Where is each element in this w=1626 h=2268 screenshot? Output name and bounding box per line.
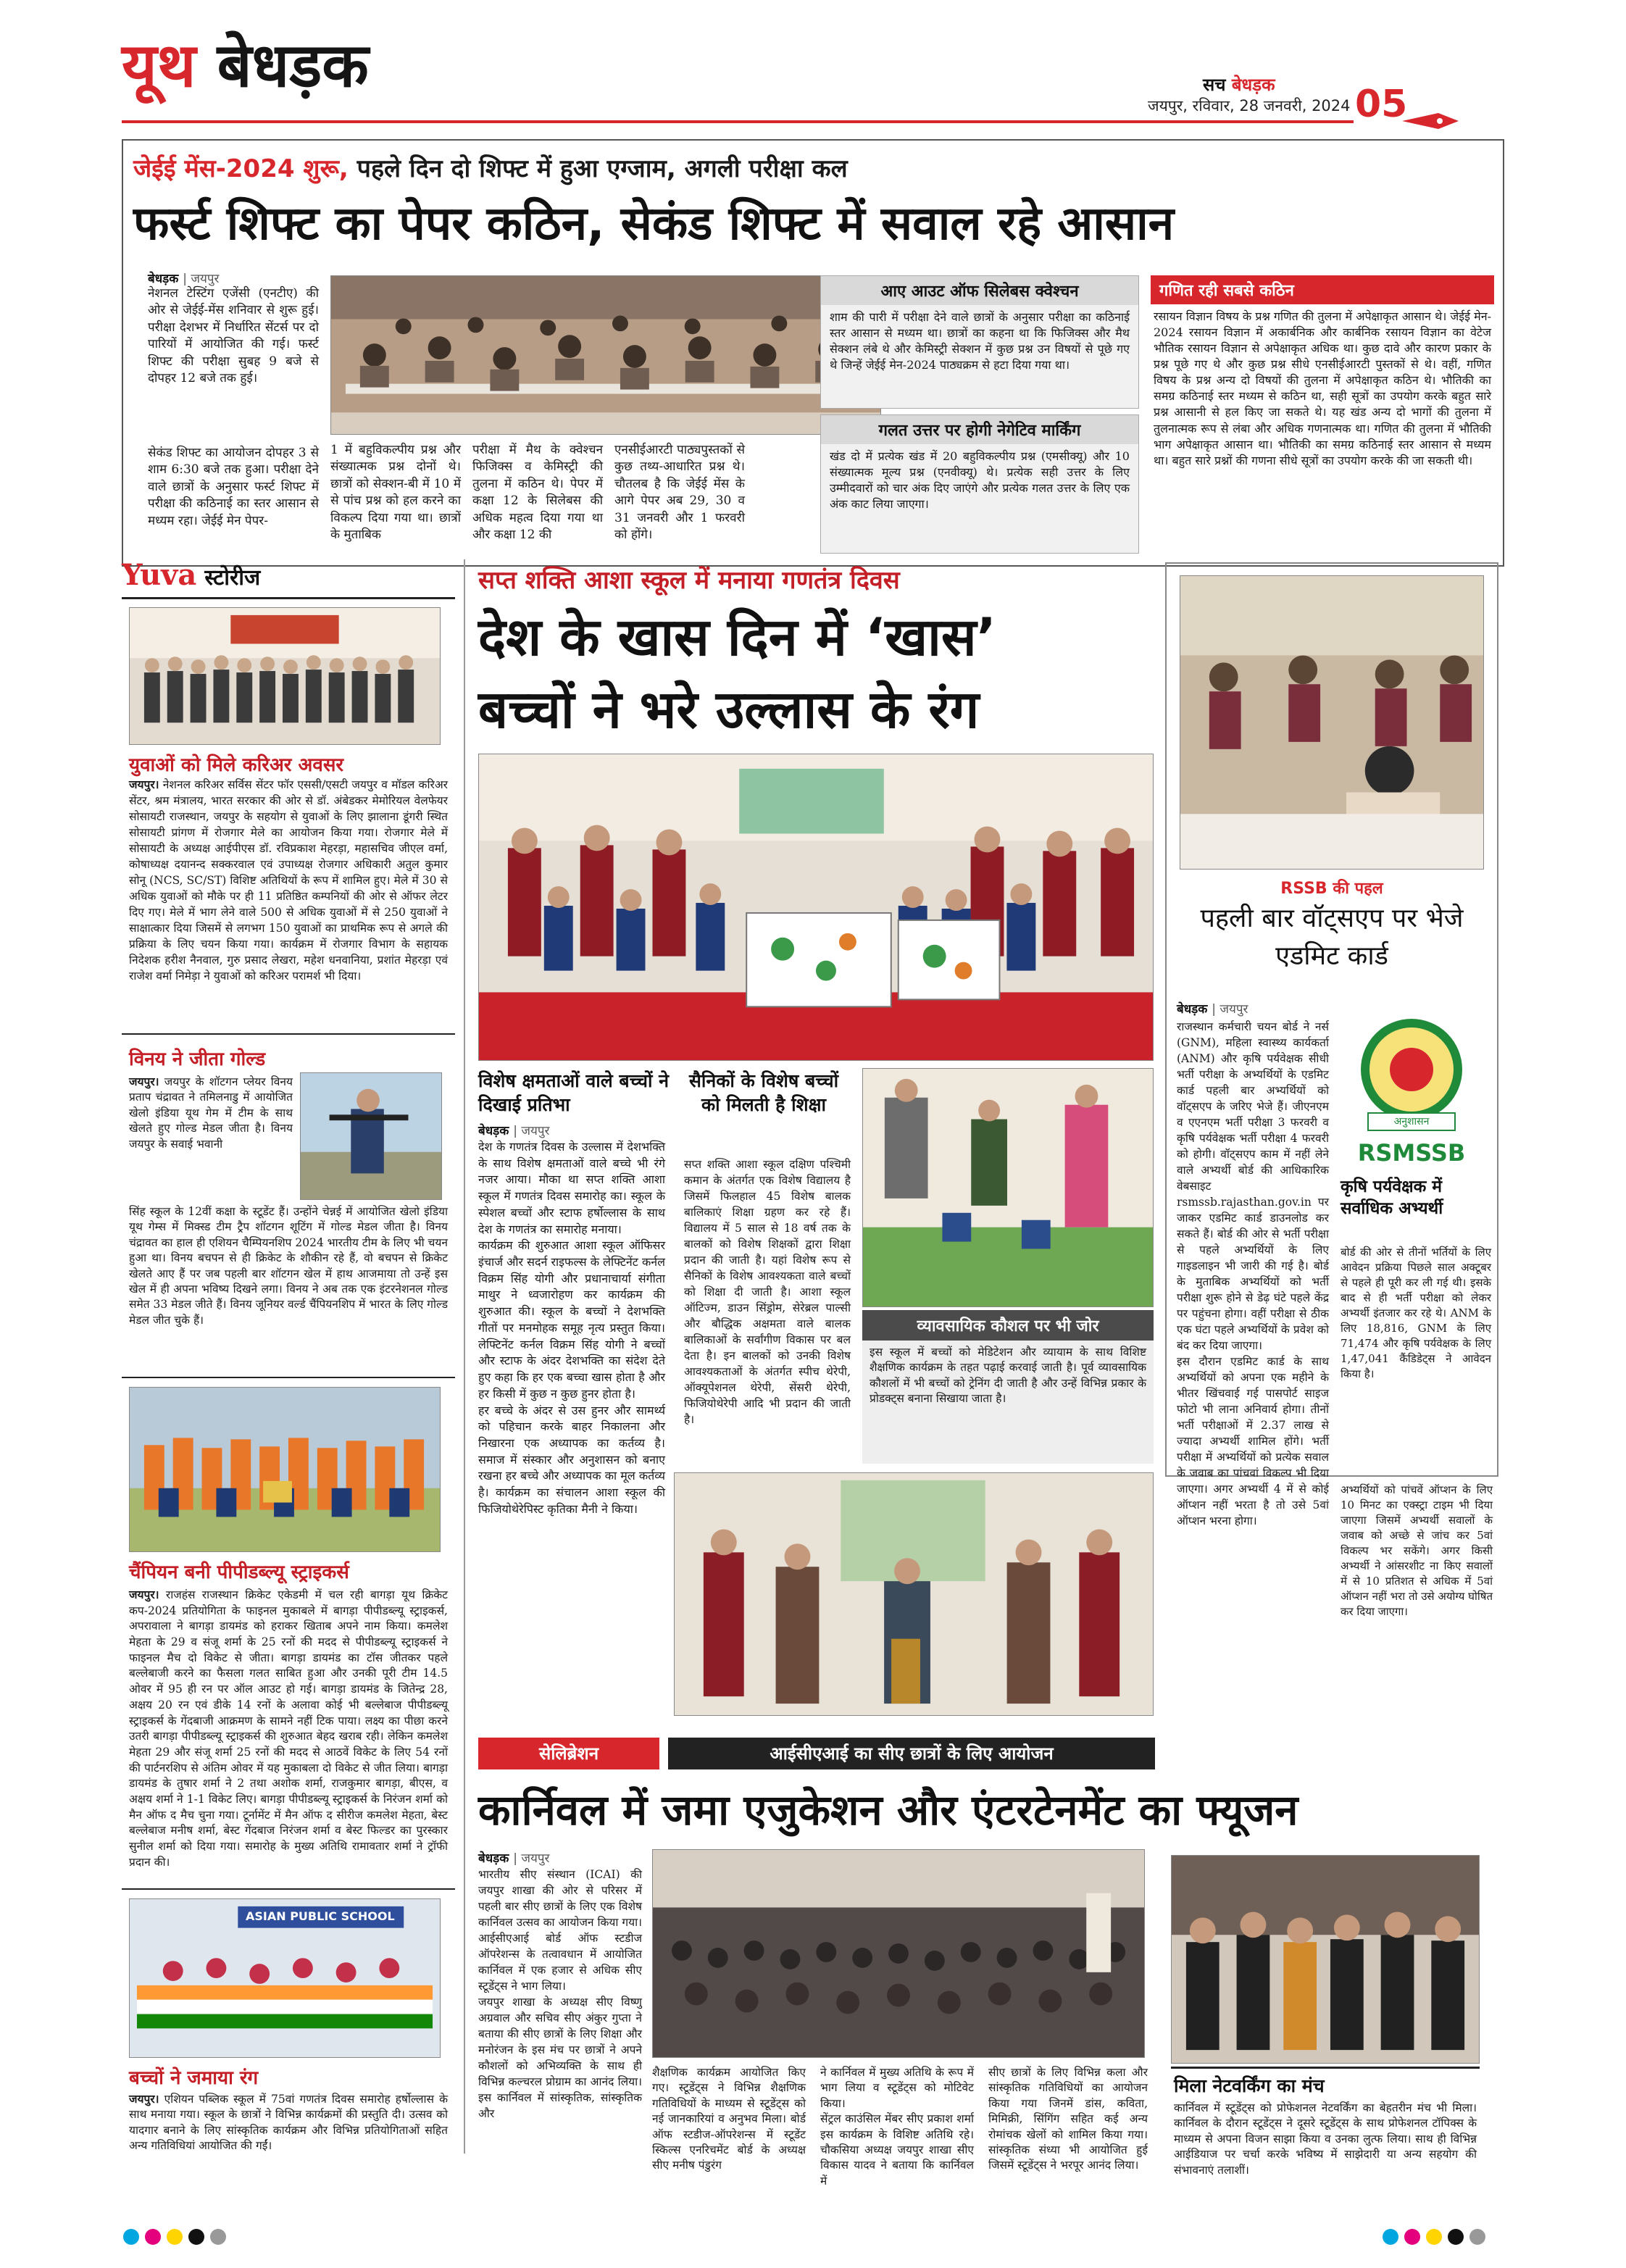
- brand-part-1: यूथ: [122, 30, 196, 101]
- box-text: खंड दो में प्रत्येक खंड में 20 बहुविकल्पीय प्रश्न (एमसीक्यू) और 10 संख्यात्मक मूल्य प्रश्न (एनवीक्यू) थे। प्रत्येक सही उत्तर के लिए उम्मीदवारों को चार अंक दिए जाएंगे और प्रत्येक गलत उत्तर के लिए एक अंक काट लिया जाएगा।: [830, 449, 1130, 512]
- column-divider-left: [464, 559, 465, 2154]
- jee-headline: फर्स्ट शिफ्ट का पेपर कठिन, सेकंड शिफ्ट में सवाल रहे आसान: [133, 197, 1175, 251]
- reg-dot-yellow: [167, 2229, 183, 2245]
- registration-dots-left: [123, 2229, 232, 2248]
- reg-dot-grey: [1469, 2229, 1485, 2245]
- carnival-tag-rest: आईसीएआई का सीए छात्रों के लिए आयोजन: [668, 1738, 1155, 1769]
- vinay-text-top: जयपुर। जयपुर के शॉटगन प्लेयर विनय प्रताप चंद्रावत ने तमिलनाडु में आयोजित खेलो इंडिया यूथ गेम में टीम के साथ खेलते हुए गोल्ड मेडल जीता है। विनय जयपुर के सवाई भवानी: [129, 1075, 293, 1151]
- republic-kicker: सप्त शक्ति आशा स्कूल में मनाया गणतंत्र दिवस: [478, 566, 900, 595]
- jee-col3: परीक्षा में मैथ के क्वेश्चन फिजिक्स व केमिस्ट्री की तुलना में कठिन थे। पेपर में कक्षा 12 के सिलेबस की अधिक महत्व दिया गया था और कक्षा 12 की: [472, 443, 603, 543]
- box-text: शाम की पारी में परीक्षा देने वाले छात्रों के अनुसार परीक्षा का कठिनाई स्तर आसान से मध्यम था। छात्रों का कहना था कि फिजिक्स और मैथ सेक्शन लंबे थे और केमिस्ट्री सेक्शन में कुछ प्रश्न उन विषयों से पूछे गए थे जिन्हें जेईई मेन-2024 पाठ्यक्रम से हटा दिया गया था।: [830, 310, 1130, 372]
- masthead-rule: [122, 120, 1354, 123]
- rssb-headline: पहली बार वॉट्सएप पर भेजे एडमिट कार्ड: [1200, 904, 1464, 972]
- rssb-exam-photo: [1180, 575, 1484, 870]
- carnival-col4: सीए छात्रों के लिए विभिन्न कला और सांस्कृतिक गतिविधियों का आयोजन किया गया जिनमें डांस, कविता, मिमिक्री, सिंगिंग सहित कई अन्य रोमांचक खेलों को शामिल किया गया। सांस्कृतिक संध्या भी आयोजित हुई जिसमें स्टूडेंट्स ने भरपूर आनंद लिया।: [988, 2066, 1148, 2172]
- dateline: जयपुर, रविवार, 28 जनवरी, 2024: [1148, 97, 1351, 114]
- carnival-col2: शैक्षणिक कार्यक्रम आयोजित किए गए। स्टूडेंट्स ने विभिन्न शैक्षणिक गतिविधियों के माध्यम से स्टूडेंट्स को नई जानकारियां व अनुभव मिला। बोर्ड ऑफ स्टडीज-ऑपरेशन्स में स्टूडेंट स्किल्स एनरिचमेंट बोर्ड के अध्यक्ष सीए मनीष पंडुरंग: [652, 2066, 806, 2172]
- vinay-text-bottom: सिंह स्कूल के 12वीं कक्षा के स्टूडेंट हैं। उन्होंने चेन्नई में आयोजित खेलो इंडिया यूथ गेम्स में मिक्स्ड टीम ट्रैप शॉटगन शूटिंग में गोल्ड मेडल जीता है। विनय चंद्रावत का हाल ही एशियन चैम्पियनशिप 2024 भारतीय टीम के लिए भी चयन हुआ था। विनय बचपन से ही क्रिकेट के शौकीन रहे हैं, वो बचपन से क्रिकेट खेलते आए हैं पर जब पहली बार शॉटगन खेल में हाथ आजमाया तो उन्हें इस खेल में ही अपना भविष्य दिखने लगा। विनय ने अब तक एक इंटरनेशनल गोल्ड समेत 33 मेडल जीते हैं। विनय जूनियर वर्ल्ड चैंपियनशिप में भारत के लिए गोल्ड मेडल जीत चुके हैं।: [129, 1205, 448, 1327]
- asian-title: बच्चों ने जमाया रंग: [129, 2067, 259, 2089]
- republic-lamp-photo: [674, 1472, 1154, 1716]
- box-text: इस स्कूल में बच्चों को मेडिटेशन और व्यायाम के साथ विशिष्ट शैक्षणिक कार्यक्रम के तहत पढ़ाई करवाई जाती है। पूर्व व्यावसायिक कौशलों में भी बच्चों को ट्रेनिंग दी जाती है और उन्हें विभिन्न प्रकार के प्रोडक्ट्स बनाना सिखाया जाता है।: [870, 1346, 1146, 1406]
- rssb-side-text: बोर्ड की ओर से तीनों भर्तियों के लिए आवेदन प्रक्रिया पिछले साल अक्टूबर से पहले ही पूरी कर ली गई थी। इसके बाद से ही भर्ती परीक्षा को लेकर अभ्यर्थी इंतजार कर रहे थे। ANM के लिए 18,816, GNM के लिए 71,474 और कृषि पर्यवेक्षक के लिए 1,47,041 कैंडिडेट्स ने आवेदन किया है।: [1341, 1246, 1491, 1380]
- reg-dot-magenta: [145, 2229, 161, 2245]
- jee-kicker: जेईई मेंस-2024 शुरू, पहले दिन दो शिफ्ट में हुआ एग्जाम, अगली परीक्षा कल: [133, 154, 848, 183]
- jee-col4: एनसीईआरटी पाठ्यपुस्तकों से कुछ तथ्य-आधारित प्रश्न थे। चौतलब है कि जेईई मेंस के आगे पेपर अब 29, 30 व 31 जनवरी और 1 फरवरी को होंगे।: [614, 443, 745, 543]
- rssb-byline: बेधड़क | जयपुर: [1177, 1002, 1248, 1017]
- reg-dot-magenta: [1404, 2229, 1420, 2245]
- career-title: युवाओं को मिले करिअर अवसर: [129, 754, 344, 776]
- rssb-side-title: कृषि पर्यवेक्षक में सर्वाधिक अभ्यर्थी: [1341, 1177, 1443, 1218]
- republic-byline: बेधड़क | जयपुर: [478, 1124, 550, 1138]
- republic-body: देश के गणतंत्र दिवस के उल्लास में देशभक्ति के साथ विशेष क्षमताओं वाले बच्चे भी रंगे नजर आया। मौका था सप्त शक्ति आशा स्कूल में गणतंत्र दिवस समारोह का। स्कूल के स्पेशल बच्चों और स्टाफ हर्षोल्लास के साथ देश के गणतंत्र का समारोह मनाया। कार्यक्रम की शुरुआत आशा स्कूल ऑफिसर इंचार्ज और सदर्न राइफल्स के लेफ्टिनेंट कर्नल विक्रम सिंह योगी और प्रधानाचार्या संगीता माथुर ने ध्वजारोहण कर कार्यक्रम की शुरुआत की। स्कूल के बच्चों ने देशभक्ति गीतों पर मनमोहक समूह नृत्य प्रस्तुत किया। लेफ्टिनेंट कर्नल विक्रम सिंह योगी ने बच्चों और स्टाफ के अंदर देशभक्ति का संदेश देते हुए कहा कि हर एक बच्चा खास होता है और हर किसी में कुछ न कुछ हुनर होता है। हर बच्चे के अंदर से उस हुनर और सामर्थ्य को पहिचान करके बाहर निकालना और निखारना एक अध्यापक का कर्तव्य है। समाज में संस्कार और अनुशासन को बनाए रखना हर बच्चे और अध्यापक का मूल कर्तव्य है। कार्यक्रम का संचालन आशा स्कूल की फिजियोथेरेपिस्ट कृतिका मैनी ने किया।: [478, 1140, 665, 1516]
- box-title: आए आउट ऑफ सिलेबस क्वेश्चन: [821, 276, 1138, 305]
- republic-vocational-box: [862, 1310, 1154, 1464]
- republic-activity-photo: [862, 1068, 1154, 1307]
- shooter-photo: [300, 1072, 442, 1200]
- asian-school-banner: ASIAN PUBLIC SCHOOL: [246, 1909, 395, 1923]
- jee-story: [122, 139, 1504, 567]
- box-title: गणित रही सबसे कठिन: [1151, 275, 1494, 304]
- carnival-audience-photo: [652, 1849, 1145, 2058]
- rssb-story: [1165, 562, 1498, 1527]
- carnival-tag-bar: [478, 1738, 1155, 1769]
- carnival-col1: भारतीय सीए संस्थान (ICAI) की जयपुर शाखा की ओर से परिसर में पहली बार सीए छात्रों के लिए एक विशेष कार्निवल उत्सव का आयोजन किया गया। आईसीएआई बोर्ड ऑफ स्टडीज ऑपरेशन्स के तत्वावधान में आयोजित कार्निवल में एक हजार से अधिक सीए स्टूडेंट्स ने भाग लिया। जयपुर शाखा के अध्यक्ष सीए विष्णु अग्रवाल और सचिव सीए अंकुर गुप्ता ने बताया की सीए छात्रों के लिए शिक्षा और मनोरंजन के इस मंच पर छात्रों ने अपने कौशलों को अभिव्यक्ति के साथ ही विभिन्न कल्चरल प्रोग्राम का आनंद लिया। इस कार्निवल में सांस्कृतिक, सांस्कृतिक और: [478, 1868, 642, 2120]
- box-text: रसायन विज्ञान विषय के प्रश्न गणित की तुलना में अपेक्षाकृत आसान थे। जेईई मेन- 2024 रसायन विज्ञान में अकार्बनिक और कार्बनिक रसायन विज्ञान का वेटेज भौतिक रसायन विज्ञान से अपेक्षाकृत अधिक था। कुछ दावे और कारण प्रकार के प्रश्न पूछे गए थे और कुछ प्रश्न सीधे एनसीईआरटी पुस्तकों से थे। वहीं, गणित विषय के प्रश्न अन्य दो विषयों की तुलना में अपेक्षाकृत कठिन थे। भौतिकी का समग्र कठिनाई स्तर मध्यम से कठिन था, सही सूत्रों का उपयोग करके बहुत सारे प्रश्न आसानी से हल किए जा सकते थे। यह खंड अन्य दो भागों की तुलना में तुलनात्मक रूप से लंबा और अधिक गणनात्मक था। गणित की तुलना में भौतिकी भाग अपेक्षाकृत आसान था। भौतिकी का समग्र कठिनाई स्तर आसान से मध्यम था। बहुत सारे प्रश्नों की गणना सीधे सूत्रों का उपयोग करके की जा सकती थी।: [1154, 309, 1491, 467]
- box-title: गलत उत्तर पर होगी नेगेटिव मार्किंग: [821, 415, 1138, 444]
- cricket-text: जयपुर। राजहंस राजस्थान क्रिकेट एकेडमी में चल रही बागड़ा यूथ क्रिकेट कप-2024 प्रतियोगिता के फाइनल मुकाबले में बागड़ा पीपीडब्ल्यू स्ट्राइकर्स, अपरावाला ने बागड़ा डायमंड को हराकर खिताब अपने नाम किया। कमलेश मेहता के 29 व संजू शर्मा के 25 रनों की मदद से पीपीडब्ल्यू स्ट्राइकर्स ने फाइनल मैच दो विकेट से जीता। बागड़ा डायमंड का टॉस जीतकर पहले बल्लेबाजी करने का फैसला गलत साबित हुआ और उनकी पूरी टीम 14.5 ओवर में 95 ही रन पर ऑल आउट हो गई। बागड़ा डायमंड के जितेन्द्र 28, अक्षय 20 रन एवं डीके 14 रनों के अलावा कोई भी बल्लेबाज पीपीडब्ल्यू स्ट्राइकर्स के गेंदबाजी आक्रमण के सामने नहीं टिक पाया। लक्ष्य का पीछा करने उतरी बागड़ा पीपीडब्ल्यू स्ट्राइकर्स की शुरुआत बेहद खराब रही। लेकिन कमलेश मेहता 29 और संजू शर्मा 25 रनों की मदद से आठवें विकेट के लिए 54 रनों की पार्टनरशिप से अंतिम ओवर में यह मुकाबला दो विकेट से जीत लिया। बागड़ा डायमंड के तुषार शर्मा ने 2 तथा अशोक शर्मा, राजकुमार बागड़ा, बीएस, व अक्षय शर्मा ने 1-1 विकेट लिए। बागड़ा पीपीडब्ल्यू स्ट्राइकर्स के निरंजन शर्मा को मैन ऑफ द मैच चुना गया। टूर्नामेंट में मैन ऑफ द सीरीज कमलेश मेहता, बेस्ट बल्लेबाज मनीष शर्मा, बेस्ट गेंदबाज निरंजन शर्मा व बेस्ट फिल्डर का पुरस्कार सुनील शर्मा को दिया गया। समारोह के मुख्य अतिथि रामावतार शर्मा ने ट्रॉफी प्रदान की।: [129, 1588, 448, 1869]
- jee-byline: बेधड़क | जयपुर: [148, 272, 220, 286]
- jee-exam-hall-photo: [330, 275, 881, 435]
- carnival-group-photo: [1171, 1855, 1480, 2064]
- pen-nib-icon: [1402, 109, 1460, 133]
- jee-col2: 1 में बहुविकल्पीय प्रश्न और संख्यात्मक प्रश्न दोनों थे। छात्रों को सेक्शन-बी में 10 में से पांच प्रश्न को हल करने का विकल्प दिया गया था। छात्रों के मुताबिक: [330, 443, 461, 543]
- jee-col1-bottom: सेकंड शिफ्ट का आयोजन दोपहर 3 से शाम 6:30 बजे तक हुआ। परीक्षा देने वाले छात्रों के अनुसार फर्स्ट शिफ्ट में परीक्षा की कठिनाई का स्तर आसान से मध्यम रहा। जेईई मेन पेपर-: [148, 446, 319, 528]
- cricket-team-photo: [129, 1387, 441, 1552]
- stories-divider-3: [122, 1888, 455, 1890]
- rssb-side-text-extra: अभ्यर्थियों को पांचवें ऑप्शन के लिए 10 मिनट का एक्स्ट्रा टाइम भी दिया जाएगा जिसमें अभ्यर्थी सवालों के जवाब को अच्छे से जांच कर 5वां विकल्प भर सकेंगे। अगर किसी अभ्यर्थी ने आंसरशीट ना किए सवालों में से 10 प्रतिशत से अधिक में 5वां ऑप्शन नहीं भरा तो उसे अयोग्य घोषित कर दिया जाएगा।: [1341, 1483, 1493, 1618]
- brand-part-2: बेधड़क: [217, 30, 369, 101]
- paper-name: सच बेधड़क: [1203, 75, 1275, 95]
- carnival-side-box: [1171, 2067, 1480, 2175]
- reg-dot-yellow: [1426, 2229, 1442, 2245]
- carnival-tag: सेलिब्रेशन: [478, 1738, 659, 1769]
- carnival-side-text: कार्निवल में स्टूडेंट्स को प्रोफेशनल नेटवर्किंग का बेहतरीन मंच भी मिला। कार्निवल के दौरान स्टूडेंट्स ने दूसरे स्टूडेंट्स के साथ प्रोफेशनल टॉपिक्स के माध्यम से अपना विजन साझा किया व उनका लुत्फ लिया। साथ ही विभिन्न आईडियाज पर चर्चा करके भविष्य में साझेदारी या अन्य सहयोग की संभावनाएं तलाशीं।: [1174, 2101, 1477, 2177]
- republic-group-photo: [478, 754, 1154, 1061]
- reg-dot-black: [1448, 2229, 1464, 2245]
- rsmssb-logo-label: RSMSSB: [1357, 1139, 1466, 1167]
- carnival-col3: ने कार्निवल में मुख्य अतिथि के रूप में भाग लिया व स्टूडेंट्स को मोटिवेट किया। सेंट्रल काउंसिल मेंबर सीए प्रकाश शर्मा इस कार्यक्रम के विशिष्ट अतिथि रहे। चौकसिया अध्यक्ष जयपुर शाखा सीए विकास यादव ने बताया कि कार्निवल में: [820, 2066, 974, 2188]
- reg-dot-cyan: [123, 2229, 139, 2245]
- stories-divider-2: [122, 1377, 455, 1378]
- rssb-tag: RSSB की पहल: [1280, 880, 1383, 898]
- cricket-title: चैंपियन बनी पीपीडब्ल्यू स्ट्राइकर्स: [129, 1562, 349, 1583]
- career-fair-photo: [129, 607, 441, 745]
- asian-school-photo: [129, 1898, 441, 2058]
- republic-subhead-mid: सैनिकों के विशेष बच्चों को मिलती है शिक्षा: [688, 1070, 839, 1115]
- stories-rule: [122, 597, 455, 599]
- career-text: जयपुर। नेशनल करिअर सर्विस सेंटर फॉर एससी/एसटी जयपुर व मॉडल करिअर सेंटर, श्रम मंत्रालय, भारत सरकार की ओर से डॉ. अंबेडकर मेमोरियल वेलफेयर सोसायटी राजस्थान, जयपुर के सहयोग से युवाओं के लिए झालाना डूंगरी स्थित सोसायटी प्रांगण में रोजगार मेले का आयोजन किया गया। रोजगार मेले में सोसायटी के अध्यक्ष आईपीएस डॉ. रविप्रकाश मेहरड़ा, महासचिव जीएल वर्मा, कोषाध्यक्ष दयानन्द सक्करवाल एवं उपाध्यक्ष रोजगार अधिकारी अतुल कुमार सोनू (NCS, SC/ST) विशिष्ट अतिथियों के रूप में शामिल हुए। मेले में 30 से अधिक युवाओं को मौके पर ही 11 प्रतिष्ठित कम्पनियों की ओर से ऑफर लेटर दिए गए। मेले में भाग लेने वाले 500 से अधिक युवाओं में से 250 युवाओं ने साक्षात्कार दिया जिसमें से लगभग 150 युवाओं का प्राथमिक रूप से अगले की प्रक्रिया के लिए चयन किया गया। कार्यक्रम में रोजगार विभाग के सहायक निदेशक हरीश नैनवाल, गुरु प्रसाद लेखरा, महेश धनवानिया, प्रशांत मेहरड़ा एवं राजेश वर्मा निमेड़ा ने युवाओं को करिअर परामर्श भी दिया।: [129, 777, 448, 983]
- republic-subhead-left: विशेष क्षमताओं वाले बच्चों ने दिखाई प्रतिभा: [478, 1070, 670, 1115]
- jee-box-negative: [820, 414, 1139, 554]
- rsmssb-logo: [1339, 1012, 1484, 1171]
- brand-logo: [122, 30, 369, 101]
- carnival-byline: बेधड़क | जयपुर: [478, 1851, 550, 1866]
- carnival-headline: कार्निवल में जमा एजुकेशन और एंटरटेनमेंट का फ्यूजन: [478, 1785, 1298, 1835]
- rssb-body: राजस्थान कर्मचारी चयन बोर्ड ने नर्स (GNM), महिला स्वास्थ्य कार्यकर्ता (ANM) और कृषि पर्यवेक्षक सीधी भर्ती परीक्षा के अभ्यर्थियों के एडमिट कार्ड पहली बार अभ्यर्थियों को वॉट्सएप के जरिए भेजे हैं। जीएनएम व एएनएम भर्ती परीक्षा 3 फरवरी व कृषि पर्यवेक्षक भर्ती परीक्षा 4 फरवरी को होगी। वॉट्सएप काम में नहीं लेने वाले अभ्यर्थी बोर्ड की आधिकारिक वेबसाइट rsmssb.rajasthan.gov.in पर जाकर एडमिट कार्ड डाउनलोड कर सकते हैं। बोर्ड की ओर से भर्ती परीक्षा से पहले अभ्यर्थियों के लिए गाइडलाइन भी जारी की गई है। बोर्ड के मुताबिक अभ्यर्थियों को भर्ती परीक्षा शुरू होने से डेढ़ घंटे पहले केंद्र पर पहुंचना होगा। वहीं परीक्षा से ठीक एक घंटा पहले अभ्यर्थियों के प्रवेश को बंद कर दिया जाएगा। इस दौरान एडमिट कार्ड के साथ अभ्यर्थियों को अपना एक महीने के भीतर खिंचवाई गई पासपोर्ट साइज फोटो भी लाना अनिवार्य होगा। तीनों भर्ती परीक्षाओं में 2.37 लाख से ज्यादा अभ्यर्थी शामिल होंगे। भर्ती परीक्षा में अभ्यर्थियों को प्रत्येक सवाल के जवाब का पांचवां विकल्प भी दिया जाएगा। अगर अभ्यर्थी 4 में से कोई ऑप्शन नहीं भरता है तो उसे 5वां ऑप्शन भरना होगा।: [1177, 1020, 1329, 1527]
- yuva-stories-header: Yuva स्टोरीज: [122, 558, 261, 592]
- jee-box-maths: [1151, 275, 1494, 554]
- jee-col1-top: नेशनल टेस्टिंग एजेंसी (एनटीए) की ओर से जेईई-मेंस शनिवार से शुरू हुई। परीक्षा देशभर में निर्धारित सेंटर्स पर दो पारियों में आयोजित की गई। फर्स्ट शिफ्ट की परीक्षा सुबह 9 बजे से दोपहर 12 बजे तक हुई।: [148, 286, 319, 386]
- republic-headline-line1: देश के खास दिन में ‘खास’: [478, 606, 996, 667]
- republic-mid-text: सप्त शक्ति आशा स्कूल दक्षिण पश्चिमी कमान के अंतर्गत एक विशेष विद्यालय है जिसमें फिलहाल 45 विशेष बालक बालिकाएं शिक्षा ग्रहण कर रहे हैं। विद्यालय में 5 साल से 18 वर्ष तक के बालकों को विशेष शिक्षकों द्वारा शिक्षा प्रदान की जाती है। यहां विशेष रूप से सैनिकों के विशेष आवश्यकता वाले बच्चों को शिक्षा दी जाती है। आशा स्कूल ऑटिज्म, डाउन सिंड्रोम, सेरेब्रल पाल्सी और बौद्धिक अक्षमता वाले बालक बालिकाओं के सर्वांगीण विकास पर बल देता है। इन बालकों को उनकी विशेष आवश्यकताओं के अंतर्गत स्पीच थेरेपी, ऑक्यूपेशनल थेरेपी, सेंसरी थेरेपी, फिजियोथेरेपी आदि भी प्रदान की जाती है।: [684, 1158, 851, 1426]
- registration-dots-right: [1383, 2229, 1491, 2248]
- box-title: व्यावसायिक कौशल पर भी जोर: [862, 1310, 1154, 1341]
- reg-dot-cyan: [1383, 2229, 1398, 2245]
- reg-dot-grey: [210, 2229, 226, 2245]
- asian-text: जयपुर। एशियन पब्लिक स्कूल में 75वां गणतंत्र दिवस समारोह हर्षोल्लास के साथ मनाया गया। स्कूल के छात्रों ने विभिन्न कार्यक्रमों की प्रस्तुति दी। उत्सव को यादगार बनाने के लिए सांस्कृतिक कार्यक्रम और विभिन्न प्रतियोगिताओं सहित अन्य गतिविधियां आयोजित की गईं।: [129, 2092, 448, 2153]
- vinay-title: विनय ने जीता गोल्ड: [129, 1048, 266, 1070]
- page-number: 05: [1355, 83, 1408, 126]
- republic-headline-line2: बच्चों ने भरे उल्लास के रंग: [478, 679, 980, 740]
- reg-dot-black: [188, 2229, 204, 2245]
- stories-divider-1: [122, 1033, 455, 1035]
- carnival-side-title: मिला नेटवर्किंग का मंच: [1174, 2075, 1325, 2096]
- jee-box-syllabus: [820, 275, 1139, 409]
- rsmssb-seal-motto: अनुशासन: [1393, 1116, 1430, 1127]
